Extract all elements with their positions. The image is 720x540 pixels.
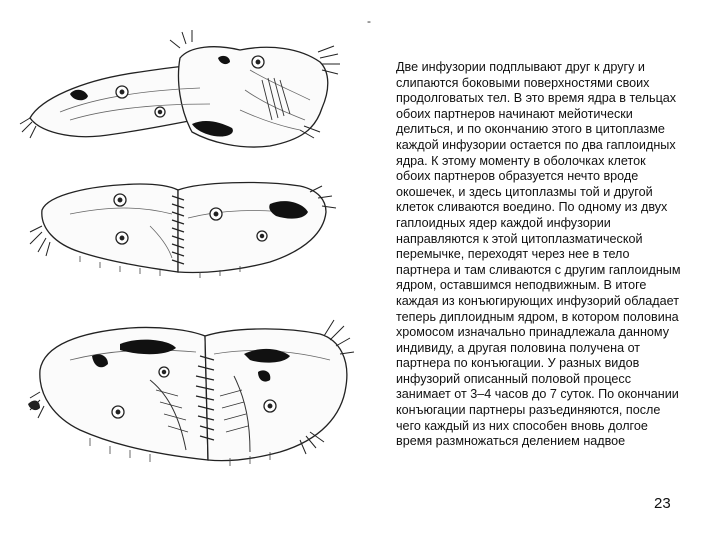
text-line: партнера по конъюгации. У разных видов <box>396 356 640 371</box>
text-line: ядра. К этому моменту в оболочках клеток <box>396 153 646 168</box>
text-line: каждой инфузории остается по два гаплоидных <box>396 137 676 152</box>
text-line: окошечек, и здесь цитоплазмы той и другой <box>396 184 653 199</box>
conjugation-stage-3-drawing <box>28 320 354 466</box>
text-line: теперь диплоидным ядром, в котором половина <box>396 309 679 324</box>
text-line: обоих партнеров начинают мейотически <box>396 106 633 121</box>
text-line: конъюгации партнеры разъединяются, после <box>396 403 661 418</box>
text-line: чего каждый из них способен вновь долгое <box>396 418 648 433</box>
text-line: партнера и там сливаются с другим гаплоидным <box>396 262 681 277</box>
description-text <box>396 60 714 450</box>
text-line: обоих партнеров образуется нечто вроде <box>396 169 639 184</box>
text-line: хромосом изначально принадлежала данному <box>396 325 670 340</box>
text-line: индивиду, а другая половина получена от <box>396 340 641 355</box>
conjugation-stage-1-drawing <box>20 30 340 147</box>
page-number: 23 <box>654 495 671 512</box>
text-line: продолговатых тел. В это время ядра в тельцах <box>396 91 677 106</box>
corner-mark: - <box>367 14 371 28</box>
text-line: слипаются боковыми поверхностями своих <box>396 75 650 90</box>
text-line: направляются к этой цитоплазматической <box>396 231 643 246</box>
text-line: перемычке, переходят через нее в тело <box>396 247 630 262</box>
text-line: делиться, и по окончанию этого в цитоплазме <box>396 122 665 137</box>
text-line: ядром, оставшимся неподвижным. В итоге <box>396 278 647 293</box>
text-line: занимает от 3–4 часов до 7 суток. По окончании <box>396 387 679 402</box>
text-line: инфузорий описанный половой процесс <box>396 371 631 386</box>
text-line: клеток сливаются воедино. По одному из двух <box>396 200 668 215</box>
text-line: каждая из конъюгирующих инфузорий обладает <box>396 293 679 308</box>
text-line: Две инфузории подплывают друг к другу и <box>396 60 645 74</box>
text-line: гаплоидных ядер каждой инфузории <box>396 215 611 230</box>
text-line: время размножаться делением надвое <box>396 434 626 449</box>
conjugation-stage-2-drawing <box>30 183 336 278</box>
